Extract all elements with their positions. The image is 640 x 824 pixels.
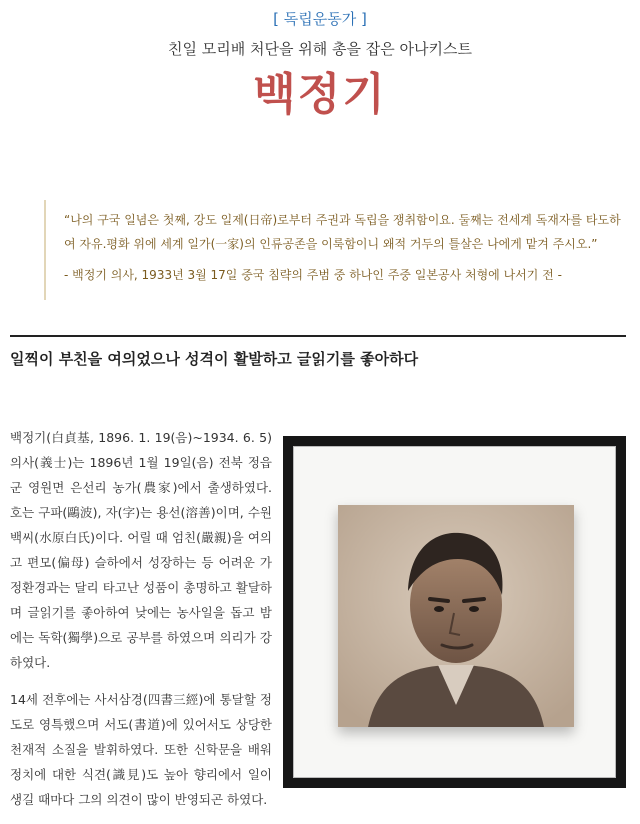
quote-text: “나의 구국 일념은 첫째, 강도 일제(日帝)로부터 주권과 독립을 쟁취함이요. 둘째는 전세계 독재자를 타도하여 자유.평화 위에 세계 일가(一家)의 인류공존을 이룩함이니 왜적 거두의 틀살은 나에게 맡겨 주시오.” <box>64 213 621 251</box>
category-label: [ 독립운동가 ] <box>273 10 367 28</box>
bio-paragraph: 백정기(白貞基, 1896. 1. 19(음)~1934. 6. 5) 의사(義士)는 1896년 1월 19일(음) 전북 정읍군 영원면 은선리 농가(農家)에서 출생하였다. 호는 구파(鷗波), 자(字)는 용선(溶善)이며, 수원 백씨(水原白氏)이다. 어릴 때 엄친(嚴親)을 여의고 편모(偏母) 슬하에서 성장하는 등 어려운 가정환경과는 달리 타고난 성품이 총명하고 활달하며 글읽기를 좋아하여 낮에는 농사일을 돕고 밤에는 독학(獨學)으로 공부를 하였으며 의리가 강하였다. <box>10 430 272 670</box>
section-heading: 일찍이 부친을 여의었으나 성격이 활발하고 글읽기를 좋아하다 <box>10 350 419 368</box>
article-subtitle: 친일 모리배 처단을 위해 총을 잡은 아나키스트 <box>168 40 472 58</box>
biography-text <box>10 425 272 824</box>
portrait-mat <box>293 446 616 778</box>
page-title: 백정기 <box>253 69 387 120</box>
quote-source: - 백정기 의사, 1933년 3월 17일 중국 침략의 주범 중 하나인 주중 일본공사 처형에 나서기 전 - <box>64 268 562 282</box>
quote-block <box>44 200 628 300</box>
bio-paragraph: 14세 전후에는 사서삼경(四書三經)에 통달할 정도로 영특했으며 서도(書道)에 있어서도 상당한 천재적 소질을 발휘하였다. 또한 신학문을 배워 정치에 대한 식견(識見)도 높아 향리에서 일이 생길 때마다 그의 의견이 많이 반영되곤 하였다. <box>10 692 272 807</box>
portrait-frame <box>283 436 626 788</box>
portrait-photo-icon <box>338 505 574 727</box>
section-divider <box>10 335 626 337</box>
